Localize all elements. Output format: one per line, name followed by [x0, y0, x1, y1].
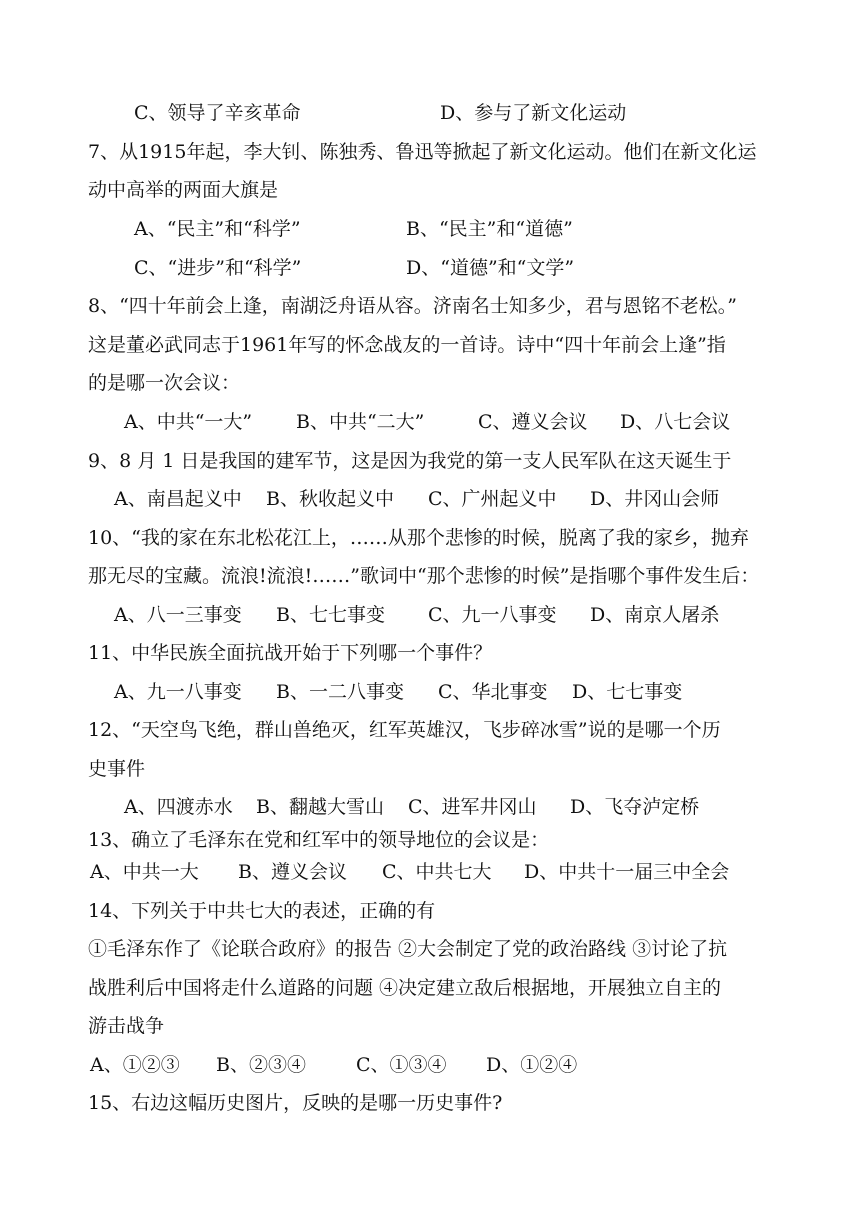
q13-option-b: B、遵义会议: [238, 861, 347, 883]
q12-stem-line1: 12、“天空鸟飞绝，群山兽绝灭，红军英雄汉，飞步碎冰雪”说的是哪一个历: [88, 719, 721, 741]
q12-option-c: C、进军井冈山: [408, 796, 537, 818]
q11-option-c: C、华北事变: [438, 681, 548, 703]
q10-stem-line2: 那无尽的宝藏。流浪!流浪!……”歌词中“那个悲惨的时候”是指哪个事件发生后：: [88, 565, 760, 587]
q8-stem-line3: 的是哪一次会议：: [88, 372, 241, 394]
q7-option-c: C、“进步”和“科学”: [134, 257, 302, 279]
q11-stem-line1: 11、中华民族全面抗战开始于下列哪一个事件？: [88, 642, 493, 664]
q9-option-c: C、广州起义中: [428, 488, 557, 510]
q8-option-b: B、中共“二大”: [296, 411, 425, 433]
q15-stem-line1: 15、右边这幅历史图片，反映的是哪一历史事件?: [88, 1092, 503, 1114]
q13-option-d: D、中共十一届三中全会: [524, 861, 730, 883]
q13-stem-line1: 13、确立了毛泽东在党和红军中的领导地位的会议是：: [88, 829, 550, 851]
q7-stem-line1: 7、从1915年起，李大钊、陈独秀、鲁迅等掀起了新文化运动。他们在新文化运: [88, 141, 757, 163]
q14-option-b: B、②③④: [216, 1054, 306, 1076]
q8-option-a: A、中共“一大”: [124, 411, 253, 433]
q7-option-d: D、“道德”和“文学”: [406, 257, 575, 279]
q9-option-a: A、南昌起义中: [114, 488, 242, 510]
q13-option-a: A、中共一大: [90, 861, 199, 883]
q9-stem-line1: 9、8 月 1 日是我国的建军节，这是因为我党的第一支人民军队在这天诞生于: [88, 450, 732, 472]
q10-option-b: B、七七事变: [276, 604, 385, 626]
q8-stem-line1: 8、“四十年前会上逢，南湖泛舟语从容。济南名士知多少，君与恩铭不老松。”: [88, 295, 738, 317]
q9-option-d: D、井冈山会师: [590, 488, 720, 510]
q10-option-c: C、九一八事变: [428, 604, 557, 626]
q8-option-c: C、遵义会议: [478, 411, 588, 433]
q14-option-a: A、①②③: [90, 1054, 180, 1076]
q11-option-b: B、一二八事变: [276, 681, 404, 703]
q10-option-a: A、八一三事变: [114, 604, 242, 626]
q10-stem-line1: 10、“我的家在东北松花江上，……从那个悲惨的时候，脱离了我的家乡，抛弃: [88, 527, 749, 549]
q14-option-d: D、①②④: [486, 1054, 578, 1076]
q12-option-b: B、翻越大雪山: [256, 796, 384, 818]
q11-option-d: D、七七事变: [572, 681, 683, 703]
q14-stem-line4: 游击战争: [88, 1015, 165, 1037]
q11-option-a: A、九一八事变: [114, 681, 242, 703]
q7-stem-line2: 动中高举的两面大旗是: [88, 179, 279, 201]
q10-option-d: D、南京人屠杀: [590, 604, 720, 626]
q13-option-c: C、中共七大: [382, 861, 492, 883]
q9-option-b: B、秋收起义中: [266, 488, 394, 510]
q8-option-d: D、八七会议: [620, 411, 731, 433]
q8-stem-line2: 这是董必武同志于1961年写的怀念战友的一首诗。诗中“四十年前会上逢”指: [88, 334, 726, 356]
q14-option-c: C、①③④: [356, 1054, 447, 1076]
q7-option-a: A、“民主”和“科学”: [134, 218, 301, 240]
q6-option-c: C、领导了辛亥革命: [134, 102, 301, 124]
q12-stem-line2: 史事件: [88, 758, 146, 780]
q12-option-d: D、飞夺泸定桥: [570, 796, 700, 818]
q6-option-d: D、参与了新文化运动: [440, 102, 627, 124]
q14-stem-line1: 14、下列关于中共七大的表述，正确的有: [88, 900, 436, 922]
q14-stem-line2: ①毛泽东作了《论联合政府》的报告 ②大会制定了党的政治路线 ③讨论了抗: [88, 938, 728, 960]
q14-stem-line3: 战胜利后中国将走什么道路的问题 ④决定建立敌后根据地，开展独立自主的: [88, 977, 722, 999]
q12-option-a: A、四渡赤水: [124, 796, 233, 818]
q7-option-b: B、“民主”和“道德”: [406, 218, 573, 240]
